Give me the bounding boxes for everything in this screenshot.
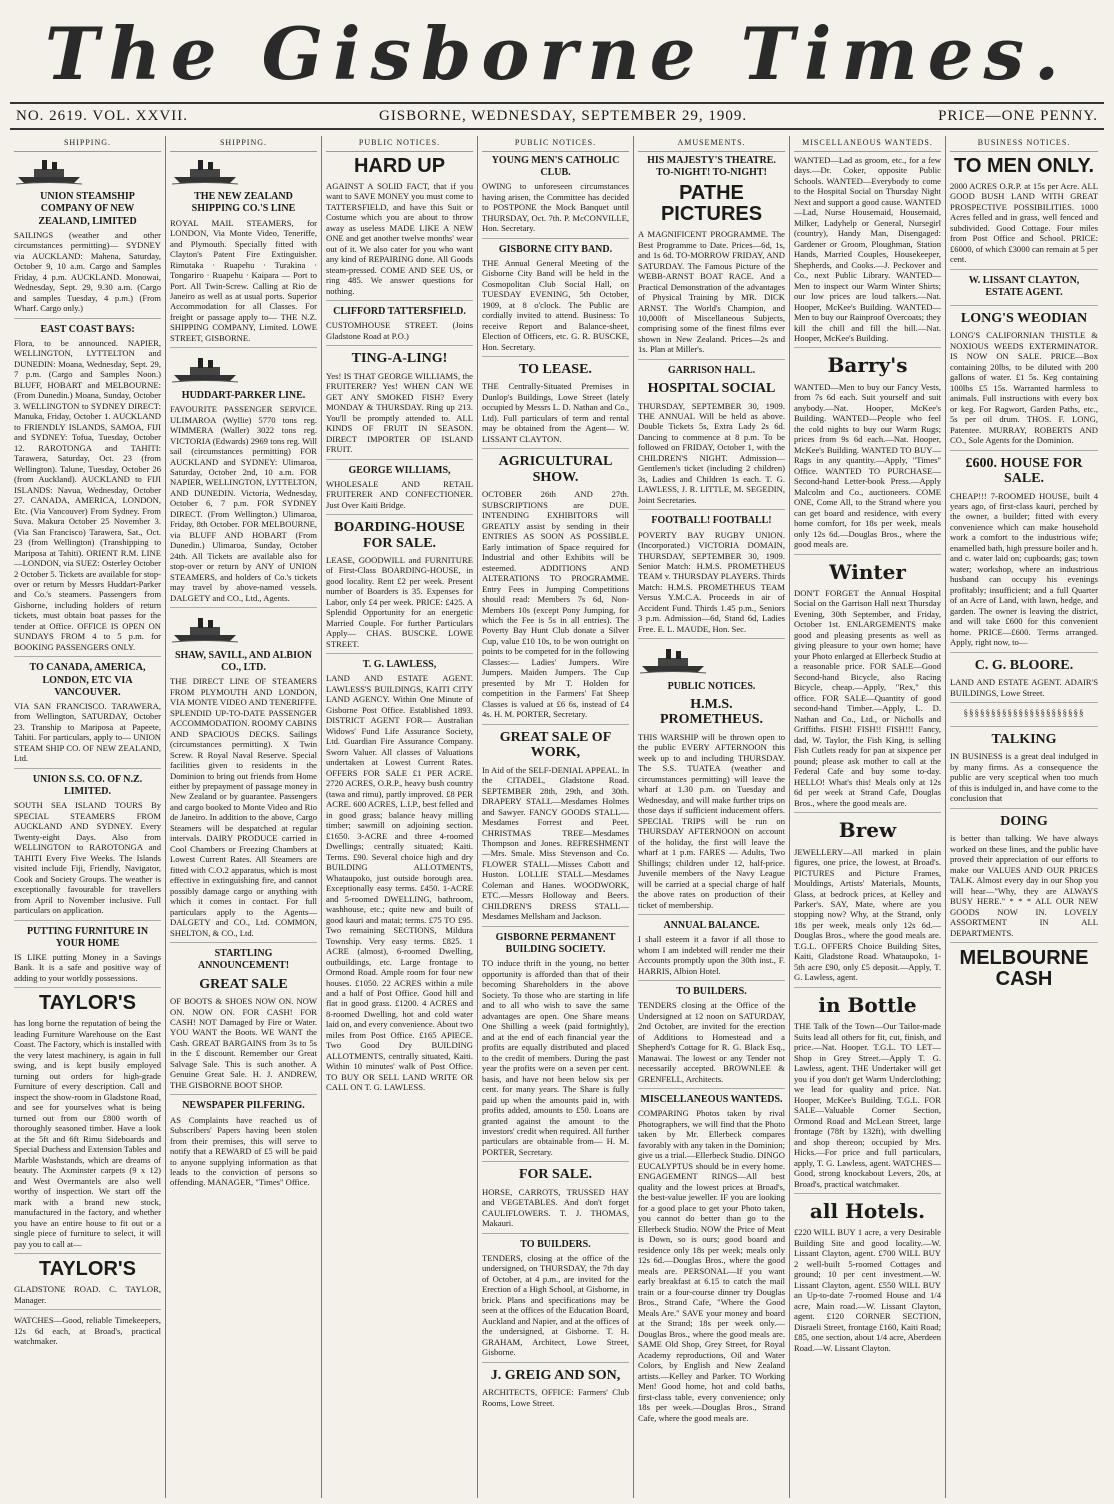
advert-body: JEWELLERY—All marked in plain figures, one price, the lowest, at Broad's. PICTURES and Picture Frames, Mouldings, Artists' Materials, Mounts, Glass, at bedrock prices, at Kelley and Parker's. SAY, Mate, where are you stopping now? Why, at the Strand, only 18s per week, meals only 12s 6d.—Douglas Bros., where the good meals are. T.G.L. OFFERS Choice Building Sites, Kaiti, Gladstone Road. Whataupoko, 1-5th acre £90, only £5 deposit.—Apply, T. G. Lawless, agent. (794, 846, 941, 983)
advert-body: TENDERS closing at the Office of the Undersigned at 12 noon on SATURDAY, 2nd October, are invited for the erection of Additions to Homestead and a Shepherd's Cottage for R. G. Black Esq., Manawai. The lowest or any Tender not necessarily accepted. BROWNLEE & GRENFELL, Architects. (638, 1000, 785, 1084)
advert-body: DON'T FORGET the Annual Hospital Social on the Garrison Hall next Thursday Evening, 30th September, and Friday, October 1st. ENLARGEMENTS make good and pleasing presents as well as giving pleasure to your own home; have your Photo enlarged at Ellerbeck Studio at a reasonable price. FOR SALE—Good Second-hand Bicycle, also Racing Bicycle, cheap.—Apply, "Rex," this office. FOR SALE—Quantity of good second-hand Timber.—Apply, L. D. Nathan and Co., Ltd., or Nicholls and Griffiths. FISH! FISH!! FISH!!! Fancy, dad, W. Taylor, the Fish King, is selling Fish Cutlets ready for pan at sixpence per pound; please ask mother to call at the Federal Cafe and buy some to-day. HELLO! What's this! Meals only at 12s 6d per week at Strand Cafe, Douglas Bros., where the good meals are. (794, 588, 941, 808)
advertisement (638, 365, 785, 510)
advert-body: OF BOOTS & SHOES NOW ON. NOW ON. NOW ON. FOR CASH! FOR CASH! NOT Damaged by Fire or Water. YOU WANT the Boots. WE WANT the Cash. GREAT BARGAINS from 3s to 5s in the £ discount. Remember our Great Salvage Sale. This is such another. A Genuine Great Sale. H. J. ANDREW, THE GISBORNE BOOT SHOP. (170, 996, 317, 1090)
advert-body: 2000 ACRES O.R.P. at 15s per Acre. ALL GOOD BUSH LAND WITH GREAT PROSPECTIVE POSSIBILITIES. 1000 Acres felled and in grass, well fenced and subdivided. Good Cottage. Four miles from Post Office and School. PRICE: £6000, of which £3000 can remain at 5 per cent. (950, 180, 1098, 265)
decorative-headline: all Hotels. (809, 1199, 926, 1223)
advert-body: SAILINGS (weather and other circumstances permitting)— SYDNEY via AUCKLAND: Mahena, Saturday, October 9, 10 a.m. Cargo and Samples Friday, 4 p.m. AUCKLAND. Monowai, Wednesday, Sept. 29, 9.30 a.m. (Cargo and samples Tuesday, 4 p.m.) (From Wharf. Cargo only.) (14, 229, 161, 314)
advert-title: PUTTING FURNITURE IN YOUR HOME (26, 925, 149, 949)
advert-subheadline: C. G. BLOORE. (974, 657, 1074, 673)
advert-body: IN BUSINESS is a great deal indulged in by many firms. As a consequence the public are very sceptical when too much of this is indulged in, and have come to the conclusion that (950, 751, 1098, 804)
advert-subheadline: AGRICULTURAL SHOW. (498, 454, 613, 485)
steamship-icon (170, 355, 240, 383)
advert-subheadline: GREAT SALE OF WORK, (499, 729, 612, 761)
column-1 (10, 136, 166, 1498)
advert-headline: TO MEN ONLY. (953, 154, 1095, 177)
advert-body: GLADSTONE ROAD. C. TAYLOR, Manager. (14, 1284, 161, 1305)
advert-title: UNION STEAMSHIP COMPANY OF NEW ZEALAND, LIMITED (38, 191, 137, 227)
advert-body: COMPARING Photos taken by rival Photographers, we will find that the Photo taken by Mr. Ellerbeck compares favorably with any taken in the Dominion; give us a trial.—Ellerbeck Studio. DINGO EUCALYPTUS should be in every home. ENGAGEMENT RINGS—All best quality and the lowest prices at Broad's, the best-value jeweller. IF you are looking for a good place to get your Photo taken, you cannot do better than go to the Ellerbeck Studio. NOW the Price of Meat is Down, so is ours; good board and residence only 18s per week; meals only 12s 6d.—Douglas Bros., where the good meals are. PERSONAL—If you want early breakfast at 6.15 to catch the mail train or a four-course dinner try Douglas Bros., Strand Cafe, "Where the Good Meals Are." SAVE your money and board at the Strand; 18s per week only.—Douglas Bros., where the good meals are. SAME Old Shop, Grey Street, for Royal Academy reproductions, Oil and Water Colors, by English and New Zealand artists.—Kelley and Parker. TO Working Men! Good home, hot and cold baths, first-class table, every convenience; only 18s per week.—Douglas Bros., Strand Cafe, where the good meals are. (638, 1108, 785, 1423)
advert-title: GISBORNE PERMANENT BUILDING SOCIETY. (495, 931, 616, 956)
advert-body: TO induce thrift in the young, no better opportunity is afforded than that of their becoming Shareholders in the above Society. To those who are starting in life and to all who wish to save the same advantages are open. One Share means One Shilling a week (paid fortnightly), and at the end of each financial year the profits are equally distributed and placed to the credit of members. During the past year the profits were on a seven per cent. basis, and have not been below six per cent. for many years. The Share is fully paid up when the amounts paid in, with profits added, amounts to £50. Loans are granted against the amount to the investors' credit when required. All further particulars are obtainable from— H. M. PORTER, Secretary. (482, 958, 629, 1157)
advertisement (170, 1100, 317, 1192)
steamship-icon (14, 157, 84, 185)
advertisement (950, 275, 1098, 306)
advert-body: WHOLESALE AND RETAIL FRUITERER AND CONFECTIONER. Just Over Kaiti Bridge. (326, 478, 473, 510)
advert-headline: HARD UP (353, 154, 446, 177)
advert-body: THURSDAY, SEPTEMBER 30, 1909. THE ANNUAL Will be held as above. Double Tickets 5s, Extra Lady 2s 6d. Dancing to commence at 8 p.m. To be followed on FRIDAY, October 1, with the CHILDREN'S NIGHT. Admission—Gentlemen's ticket (including 2 children) 3s, Ladies and Children 1s each. T. G. LAWLESS, J. R. LITTLE, M. SEGEDIN, Joint Secretaries. (638, 400, 785, 505)
decorative-headline: Winter (829, 559, 906, 584)
advertisement (950, 814, 1098, 943)
advertisement (638, 986, 785, 1089)
advertisement (14, 155, 161, 319)
place-date: GISBORNE, WEDNESDAY, SEPTEMBER 29, 1909. (378, 107, 748, 124)
advertisement (14, 1315, 161, 1350)
advert-title: PUBLIC NOTICES. (667, 680, 756, 692)
column-2 (166, 136, 322, 1498)
advertisement (638, 155, 785, 360)
advert-title: FOOTBALL! FOOTBALL! (651, 515, 772, 527)
advertisement (326, 156, 473, 301)
advert-body: CHEAP!!! 7-ROOMED HOUSE, built 4 years ago, of first-class kauri, perched by the owner, a builder; fitted with every convenience which can make household work a comfort to the industrious wife; enamelled bath, high pressure boiler and h. and c. water laid on; cupboards; gas; town water; workshop, where an industrious husband can occupy his evenings profitably; insufficient; and a full Quarter of an Acre of Land, with lawn, hedge, and garden. The owner is leaving the district, and will take £600 for this convenient home. PRICE—£600. Terms arranged. Apply, right now, to— (950, 490, 1098, 648)
advertisement (14, 324, 161, 658)
columns-container (10, 136, 1104, 1498)
advertisement (638, 920, 785, 981)
advert-title: T. G. LAWLESS, (362, 659, 437, 671)
advertisement (326, 306, 473, 346)
advert-subheadline: GREAT SALE (199, 976, 288, 992)
advert-title: ANNUAL BALANCE. (663, 920, 760, 932)
advertisement (482, 362, 629, 449)
advertisement (14, 1259, 161, 1310)
advertisement (326, 351, 473, 459)
advert-title: YOUNG MEN'S CATHOLIC CLUB. (491, 154, 620, 178)
advert-body: LAND AND ESTATE AGENT. LAWLESS'S BUILDINGS, KAITI CITY LAND AGENCY. Within One Minute of Gisborne Post Office. Established 1893. DISTRICT AGENT FOR— Australian Widows' Fund Life Assurance Society, Ltd. Guardian Fire Assurance Company. Sworn Valuer. All classes of Valuations undertaken at Lowest Current Rates. OFFERS FOR SALE £1 PER ACRE. 2720 ACRES, O.R.P., heavy bush country (tawa and rimu), partly improved. £8 PER ACRE. 600 ACRES, L.I.P., best felled and in good grass; balance heavy milling timber; sawmill on adjoining section. £1650. 3-ACRE and three 4-roomed Dwellings; centrally situated; Kaiti. Terms. £90. Several choice high and dry BUILDING ALLOTMENTS, Whataupoko, just outside borough area. Exceptionally easy terms. £450. 1-ACRE and 5-roomed DWELLING, bathroom, washhouse, etc.; quite new and built of good kauri and matai; terms. £75 TO £95. Two remaining SECTIONS, Mildura Township. Very easy terms. £825. 1 ACRE (almost), 6-roomed Dwelling, outbuildings, etc. Large frontage to Ormond Road. Ample room for four new houses. £1050. 22 ACRES within a mile and a half of Post Office. Good hill and flat in good grass. £1200. 4 ACRES and 8-roomed Dwelling, hot and cold water laid on, and every convenience. About two miles from Post Office. £165 APIECE. Two Good Dry BUILDING ALLOTMENTS, centrally situated, Kaiti. Within 10 minutes' walk of Post Office. TO BUY OR SELL LAND WRITE OR CALL ON T. G. LAWLESS. (326, 673, 474, 1093)
advert-title: TO CANADA, AMERICA, LONDON, ETC VIA VANCOUVER. (29, 662, 146, 698)
advert-title: HUDDART-PARKER LINE. (181, 389, 306, 401)
advertisement (950, 156, 1098, 270)
ornamental-rule: §§§§§§§§§§§§§§§§§§§§§§ (963, 708, 1085, 719)
advert-title: HIS MAJESTY'S THEATRE. TO-NIGHT! TO-NIGHT! (647, 154, 776, 178)
advertisement (326, 520, 473, 654)
advertisement (14, 774, 161, 921)
advert-title: EAST COAST BAYS: (40, 323, 135, 335)
advert-body: ROYAL MAIL STEAMERS, for LONDON, Via Monte Video, Teneriffe, and Plymouth. Specially fitted with Clayton's Patent Fire Extinguisher. Rimutaka · Ruapehu · Turakina · Tongariro · Ruapehu · Kaipara — Port to Port. All Twin-Screw. Calling at Rio de Janeiro as well as at usual ports. Superior Accommodation for all Classes. For freight or passage apply to— THE N.Z. SHIPPING COMPANY, Limited. LOWE STREET, GISBORNE. (170, 217, 317, 343)
steamship-icon (170, 157, 240, 185)
advert-body: AGAINST A SOLID FACT, that if you want to SAVE MONEY you must come to TATTERSFIELD, and have this Suit or Costume which you are about to throw away as useless MADE LIKE A NEW ONE and get another twelve months' wear out of it. We also cater for you who want any kind of REPAIRING done. All Goods steam-pressed. COME AND SEE US, or ring 485. We answer questions for nothing. (326, 180, 473, 296)
steamship-icon (638, 646, 708, 674)
column-3 (322, 136, 478, 1498)
column-heading: MISCELLANEOUS WANTEDS. (794, 136, 941, 152)
advert-subheadline: DOING (1000, 813, 1048, 829)
column-heading: BUSINESS NOTICES. (950, 136, 1098, 152)
advert-body: has long borne the reputation of being the leading Furniture Warehouse on the East Coast. The Factory, which is installed with the very latest machinery, is again in full swing, and is kept busily employed turning out orders for high-grade Furniture of every description. Call and inspect the show-room in Gladstone Road, and see for yourselves what is being turned out from our £800 worth of thoroughly seasoned timber. Have a look at the 5ft and 6ft Rimu Sideboards and Special Duchess and Extension Tables and Marble Washstands, which are dreams of beauty. The Axminster carpets (9 x 12) and West Overmantels are also well worthy of inspection. We start off the mark with a brand new stock, manufactured in the factory, and whether you have an entire house to fit out or a single piece of furniture to select, it will pay you to call at— (14, 1018, 161, 1249)
column-heading: SHIPPING. (170, 136, 317, 152)
advert-body: OCTOBER 26th AND 27th. SUBSCRIPTIONS are DUE. INTENDING EXHIBITORS will GREATLY assist by sending in their ENTRIES AS SOON AS POSSIBLE. Early intimation of Space required for Industrial and other Exhibits will be esteemed. ADDITIONS AND ALTERATIONS TO PROGRAMME. Entry Fees in Jumping Competitions should read: Members 7s 6d, Non-Members 10s (except Pony Jumping, for which the Fee is 5s in all entries). The Poverty Bay Hunt Club donate a Silver Cup, value £10 10s, to be won outright on points to be competed for in the following Classes:— Ladies' Jumpers. Wire Jumpers. Maiden Jumpers. The Cup presented by Mr T. Holden for competition in the Farmers' Fat Sheep Classes is valued at £6 6s, instead of £4 4s. H. M. PORTER, Secretary. (482, 489, 629, 720)
advert-body: I shall esteem it a favor if all those to whom I am indebted will render me their Accounts promptly upon the 30th inst., F. HARRIS, Albion Hotel. (638, 934, 785, 976)
advertisement (482, 932, 629, 1163)
advertisement (482, 1167, 629, 1233)
advert-body: POVERTY BAY RUGBY UNION. (Incorporated.) VICTORIA DOMAIN, THURSDAY, SEPTEMBER 30, 1909. Senior Match: H.M.S. PROMETHEUS TEAM v. THURSDAY PLAYERS. Thirds Match: H.M.S. PROMETHEUS TEAM Versus Y.M.C.A. Proceeds in air of Accident Fund. Thirds 1.45 p.m., Seniors 3 p.m. Admission—6d, Stand 6d, Ladies Free. E. L. MAUDE, Hon. Sec. (638, 529, 785, 634)
advert-body: AS Complaints have reached us of Subscribers' Papers having been stolen from their premises, this will serve to notify that a REWARD of £5 will be paid to anyone supplying information as that leads to the conviction of persons so offending. MANAGER, "Times" Office. (170, 1114, 317, 1188)
advertisement (638, 515, 785, 639)
advertisement (482, 244, 629, 358)
advert-title: STARTLING ANNOUNCEMENT! (197, 948, 290, 972)
column-6 (790, 136, 946, 1498)
advertisement (14, 662, 161, 768)
advertisement (950, 456, 1098, 653)
advert-body: £220 WILL BUY 1 acre, a very Desirable Building Site and good locality.—W. Lissant Clayton, agent. £700 WILL BUY 2 well-built 5-roomed Cottages and ground; 10 per cent investment.—W. Lissant Clayton, agent. £550 WILL BUY an Up-to-date 7-roomed House and 1/4 acre, Main road.—W. Lissant Clayton, agent. £120 CORNER SECTION, Disraeli Street, frontage £160, Kaiti Road; £85, one section, about 1/4 acre, Aberdeen Road.—W. Lissant Clayton. (794, 1227, 941, 1353)
advertisement (794, 818, 941, 988)
issue-number (16, 108, 188, 125)
advertisement (482, 155, 629, 239)
decorative-headline: Barry's (827, 353, 908, 378)
advert-body: In Aid of the SELF-DENIAL APPEAL. In the CITADEL, Gladstone Road. SEPTEMBER 28th, 29th, and 30th. DRAPERY STALL—Mesdames Holmes and Sawyer. FANCY GOODS STALL—Mesdames Forrest and Peet. CHRISTMAS TREE—Mesdames Thompson and Jones. REFRESHMENT—Mrs. Smale. Miss Stevenson and Co. FLOWER STALL—Misses Cabott and Huston. LOLLIE STALL—Mesdames Coleman and Hanes. WOODWORK, ETC.—Messrs Holloway and Beers. CHILDREN'S DRESS STALL—Mesdames Mellsham and Jackson. (482, 764, 629, 922)
advertisement (794, 353, 941, 554)
advert-body: TENDERS, closing at the office of the undersigned, on THURSDAY, the 7th day of October, at 4 p.m., are invited for the Erection of a High School, at Gisborne, in brick. Plans and specifications may be seen at the offices of the Education Board, Auckland and Napier, and at the offices of the undersigned, at Gisborne. T. H. GRAHAM, Architect, Lowe Street, Gisborne. (482, 1252, 629, 1358)
advertisement (482, 1239, 629, 1363)
column-4 (478, 136, 634, 1498)
advert-body: ARCHITECTS, OFFICE: Farmers' Club Rooms, Lowe Street. (482, 1387, 629, 1408)
advert-body: WANTED—Men to buy our Fancy Vests, from 7s 6d each. Suit yourself and suit anybody.—Nat. Hooper, McKee's Building. WANTED—People who feel the cold nights to buy our Warm Rugs; prices from 9s 6d each.—Nat. Hooper, McKee's Building. WANTED TO BUY—Rags in any quantity.—Apply, "Times" Office. WANTED TO PURCHASE—Second-hand Letter-book Press.—Apply Malcolm and Co., auctioneers. COME ONE, Come All, to the Strand where you can get board and residence, with every home comfort, for 18s per week, meals only 12s 6d.—Douglas Bros., where the good meals are. (794, 381, 941, 550)
advert-title: TO BUILDERS. (520, 1238, 591, 1250)
advertisement (14, 993, 161, 1254)
volume-text: VOL. XXVII. (92, 107, 188, 124)
masthead-title: The Gisborne Times. (44, 11, 1070, 96)
advertisement (950, 708, 1098, 727)
advert-subheadline: TALKING (991, 732, 1057, 748)
advert-subheadline: FOR SALE. (518, 1167, 593, 1183)
advert-body: THIS WARSHIP will be thrown open to the public EVERY AFTERNOON this week up to and including THURSDAY. The S.S. TUATEA (weather and circumstances permitting) will leave the wharf at 1.30 p.m. on Tuesday and Wednesday, and will make further trips on those days if sufficient inducement offers. SPECIAL TRIPS will be run on THURSDAY AFTERNOON on account of the holiday, the first will leave the wharf at 1 p.m. FARES — Adults, Two Shillings; children under 12, half-price. Juvenile members of the Navy League will be carried at a special charge of half the above rates on production of their ticket of membership. (638, 731, 785, 910)
advert-title: GEORGE WILLIAMS, (348, 464, 451, 476)
advert-body: Yes! IS THAT GEORGE WILLIAMS, the FRUITERER? Yes! WHEN CAN WE GET ANY SMOKED FISH? Every MONDAY & THURSDAY. Ring up 213. You'll be promptly attended to. ALL KINDS OF FRUIT IN SEASON. DIRECT IMPORTER OF ISLAND FRUIT. (326, 370, 473, 455)
advert-title: GISBORNE CITY BAND. (498, 243, 613, 255)
advert-body: A MAGNIFICENT PROGRAMME. The Best Programme to Date. Prices—6d, 1s, and 1s 6d. TO-MORROW FRIDAY, AND SATURDAY. The Famous Picture of the WEBB-ARNST BOAT RACE. And a Practical Demonstration of the advantages of Physical Training by MR. DICK ARNST. The World's Champion, and 10,000ft of Miscellaneous Subjects, comprising some of the finest films ever shown in New Zealand. Prices—2s and 1s. Plan at Miller's. (638, 229, 785, 355)
advert-subheadline: HOSPITAL SOCIAL (647, 381, 776, 397)
advert-title: MISCELLANEOUS WANTEDS. (640, 1094, 783, 1106)
advertisement (950, 311, 1098, 451)
advert-body: CUSTOMHOUSE STREET. (Joins Gladstone Road at P.O.) (326, 320, 473, 341)
advert-body: THE Centrally-Situated Premises in Dunlop's Buildings, Lowe Street (lately occupied by Messrs L. D. Nathan and Co., Ltd). Full particulars of term and rental may be obtained from the Agent— W. LISSANT CLAYTON. (482, 381, 629, 444)
advertisement (326, 465, 473, 516)
column-heading: AMUSEMENTS. (638, 136, 785, 152)
advertisement (950, 658, 1098, 703)
advert-body: LONG'S CALIFORNIAN THISTLE & NOXIOUS WEEDS EXTERMINATOR. IS NOW ON SALE. PRICE—Box containing 20lbs, to be diluted with 200 gallons of water. £1 5s. Keg containing 100lbs £5 15s. Warranted harmless to animals. Full instructions with every box or keg. For Ragwort, Garden Paths, etc., 5s per oil drum. THOS. F. LONG, Patentee. MURRAY, ROBERTS AND CO., Sole Agents for the Dominion. (950, 330, 1098, 446)
advertisement (794, 155, 941, 349)
decorative-headline: in Bottle (818, 992, 917, 1017)
advert-body: THE DIRECT LINE OF STEAMERS FROM PLYMOUTH AND LONDON, VIA MONTE VIDEO AND TENERIFFE. SPLENDID UP-TO-DATE PASSENGER ACCOMMODATION. ROOMY CABINS AND SPACIOUS DECKS. Sailings (circumstances permitting). X Twin Screw. R Royal Naval Reserve. Special facilities given to residents in the Dominion to bring out friends from Home either by prepayment of passage money in New Zealand or by guarantee. Passengers and cargo booked to Monte Video and Rio de Janeiro. In addition to the above, Cargo Steamers will be despatched at regular intervals. DAIRY PRODUCE carried in Cool Chambers or Freezing Chambers at Lowest Current Rates. All Steamers are fitted with C.O.2 apparatus, which is most effective in extinguishing fire, and cannot possibly damage cargo or anything with which it comes in contact. For full particulars apply to the Agents— DALGETY and CO., Ltd. COMMON, SHELTON, & CO., Ltd. (170, 676, 317, 938)
advert-body: VIA SAN FRANCISCO. TARAWERA, from Wellington, SATURDAY, October 23. Tranship to Mariposa at Papeete, Tahiti. For particulars, apply to— UNION STEAM SHIP CO. OF NEW ZEALAND, Ltd. (14, 700, 161, 764)
advert-body: LAND AND ESTATE AGENT. ADAIR'S BUILDINGS, Lowe Street. (950, 677, 1098, 698)
advert-title: NEWSPAPER PILFERING. (182, 1100, 305, 1112)
column-5 (634, 136, 790, 1498)
column-heading: PUBLIC NOTICES. (326, 136, 473, 152)
advert-title: SHAW, SAVILL, AND ALBION CO., LTD. (175, 649, 312, 673)
issue-number-text: NO. 2619. (16, 107, 88, 124)
advertisement (14, 926, 161, 989)
advert-body: OWING to unforeseen circumstances having arisen, the Committee has decided to POSTPONE the Mock Banquet until THURSDAY, Oct. 7th. P. McCONVILLE, Hon. Secretary. (482, 181, 629, 234)
advertisement (170, 613, 317, 943)
advert-title: TO BUILDERS. (676, 986, 747, 998)
advertisement (170, 155, 317, 349)
advert-body: is better than talking. We have always worked on these lines, and the public have proved their appreciation of our efforts to make our VALUES AND OUR PRICES TALK. Almost every day in our Shop you will hear—"Why, they are ALWAYS BUSY HERE." * * * ALL OUR NEW GOODS NOW IN. LOVELY ASSORTMENT IN ALL DEPARTMENTS. (950, 833, 1098, 938)
advert-headline: TAYLOR'S (39, 992, 136, 1015)
dateline-bar (10, 102, 1104, 130)
advertisement (638, 644, 785, 915)
column-heading: SHIPPING. (14, 136, 161, 152)
advert-subheadline: £600. HOUSE FOR SALE. (965, 455, 1083, 487)
advert-body: WATCHES—Good, reliable Timekeepers, 12s 6d each, at Broad's, practical watchmaker. (14, 1315, 161, 1346)
advert-headline: TAYLOR'S (39, 1258, 136, 1281)
advert-title: UNION S.S. CO. OF N.Z. LIMITED. (32, 773, 143, 798)
advertisement (638, 1094, 785, 1427)
advertisement (482, 730, 629, 927)
advert-subheadline: J. GREIG AND SON, (490, 1367, 621, 1383)
advertisement (170, 948, 317, 1095)
advert-subheadline: LONG'S WEODIAN (960, 311, 1088, 326)
advertisement (794, 993, 941, 1194)
advert-title: W. LISSANT CLAYTON, ESTATE AGENT. (968, 274, 1080, 298)
advertisement (170, 353, 317, 608)
advert-title: GARRISON HALL. (667, 364, 756, 376)
advertisement (794, 560, 941, 814)
advert-subheadline: TING-A-LING! (351, 351, 448, 367)
advertisement (794, 1199, 941, 1357)
steamship-icon (170, 615, 240, 643)
advert-body: HORSE, CARROTS, TRUSSED HAY and VEGETABLES. And don't forget CAULIFLOWERS. T. J. THOMAS, Makauri. (482, 1186, 629, 1229)
advert-subheadline: BOARDING-HOUSE FOR SALE. (334, 520, 465, 551)
advert-subheadline: H.M.S. PROMETHEUS. (659, 697, 764, 728)
advert-body: IS LIKE putting Money in a Savings Bank. It is a safe and positive way of adding to your worldly possessions. (14, 951, 161, 983)
advert-body: THE Talk of the Town—Our Tailor-made Suits lead all others for fit, cut, finish, and price.—Nat. Hooper. T.G.L. TO LET—Shop in Grey Street.—Apply T. G. Lawless, agent. THE Undertaker will get you if you don't get Warm Underclothing; we lead for quality and price. Nat. Hooper, McKee's Building. T.G.L. FOR SALE—Valuable Corner Section, Ormond Road and McLean Street, large frontage (78ft by 132ft), with dwelling and shop thereon; occupied by Mrs. Hicks.—For price and full particulars, apply, T. G. Lawless, agent. WATCHES—Good, strong knockabout Levers, 20s, at Broad's, practical watchmaker. (794, 1021, 941, 1189)
advertisement (950, 732, 1098, 809)
advertisement (482, 454, 629, 724)
advert-body: THE Annual General Meeting of the Gisborne City Band will be held in the Cosmopolitan Club Social Hall, on TUESDAY EVENING, 5th October, 1909, at 8 o'clock. The Public are cordially invited to attend. Business: To receive Report and Balance-sheet, Election of Officers, etc. G. R. BUSCKE, Hon. Secretary. (482, 257, 629, 352)
advert-subheadline: TO LEASE. (519, 362, 592, 378)
advert-headline: PATHE PICTURES (660, 182, 763, 226)
price: PRICE—ONE PENNY. (938, 107, 1098, 124)
column-7 (946, 136, 1102, 1498)
advert-title: CLIFFORD TATTERSFIELD. (333, 306, 466, 318)
advert-body: FAVOURITE PASSENGER SERVICE. ULIMAROA (Wyllie) 5770 tons reg. WIMMERA (Waller) 3022 tons reg. VICTORIA (Edwards) 2969 tons reg. Will sail (circumstances permitting) FOR AUCKLAND and SYDNEY: Ulimaroa, Saturday, October 2nd, 10 a.m. FOR NAPIER, WELLINGTON, LYTTELTON, AND DUNEDIN. Victoria, Wednesday, October 6, 7 p.m. FOR SYDNEY DIRECT. (From Wellington.) Ulimaroa, Friday, 8th October. FOR MELBOURNE, via BLUFF AND HOBART (From Dunedin.) Ulimaroa, Sunday, October 24th. All Tickets are available also for stop-over or return by ANY of UNION STEAMERS, and holders of Co.'s tickets may travel by above-named vessels. DALGETY and CO., Ltd., Agents. (170, 404, 317, 603)
advert-body: LEASE, GOODWILL and FURNITURE of First-Class BOARDING-HOUSE, in good locality. Rent £2 per week. Present number of Boarders is 35. Expenses for Labor, only £4 per week. PRICE: £425. A Splendid Opportunity for an energetic Married Couple. For further Particulars Apply— CHAS. BUSCKE. LOWE STREET. (326, 554, 473, 649)
advert-body: WANTED—Lad as groom, etc., for a few days.—Dr. Coker, opposite Public Schools. WANTED—Everybody to come to the Hospital Social on Thursday Night Next and support a good cause. WANTED—Lad, Nurse Housemaid, Housemaid, Milker, Ladyhelp or General, Nursegirl (country), Handy Man, Disengaged: Gardener or Groom, Ploughman, Station Hands, Married Couples, Housekeeper, Shepherds, and Cooks.—J. Peckover and Co., next Public Library. WANTED—Men to inspect our Warm Winter Shirts; our low prices are loud talkers.—Nat. Hooper, McKee's Building. WANTED—Men to buy our Rainproof Overcoats; they kill the chill and fill the bill.—Nat. Hooper, McKee's Building. (794, 154, 941, 343)
decorative-headline: Brew (838, 818, 897, 843)
advert-body: SOUTH SEA ISLAND TOURS By SPECIAL STEAMERS FROM AUCKLAND AND SYDNEY. Every Twenty-eight Days. Also from WELLINGTON to RAROTONGA and TAHITI Every Five Weeks. The Islands visited include Fiji, Friendly, Navigator, Cook and Society Groups. The weather is exceptionally favourable for travellers from April to November inclusive. Full particulars on application. (14, 800, 161, 916)
advertisement (950, 948, 1098, 998)
column-heading: PUBLIC NOTICES. (482, 136, 629, 152)
advert-title: THE NEW ZEALAND SHIPPING CO.'S LINE (191, 191, 296, 215)
advertisement (326, 659, 473, 1097)
advertisement (482, 1368, 629, 1412)
advert-body: Flora, to be announced. NAPIER, WELLINGTON, LYTTELTON and DUNEDIN: Moana, Wednesday, Sept. 29, 7 p.m. (Cargo and Samples Noon.) BLUFF, HOBART and MELBOURNE: (From Dunedin.) Moana, Sunday, October 3. WELLINGTON to SYDNEY DIRECT: Manuka, Friday, October 1. AUCKLAND to FRIENDLY ISLANDS, SAMOA, FIJI and SYDNEY: Tofua, Tuesday, October 12. RAROTONGA and TAHITI: Tarawera, Saturday, Oct. 23 (from Wellington). Talune, Tuesday, October 26 (from Auckland). AUCKLAND to FIJI ISLANDS: Navua, Wednesday, October 27. CANADA, AMERICA, LONDON, Etc. (Via Vancouver) From Sydney. From Suva. Makura October 25 November 3. (Via San Francisco) Tarawera, Sat., Oct. 23 (from Wellington) (Transhipping to Mariposa at Tahiti). ORIENT R.M. LINE—LONDON, via SUEZ: Osterley October 2 October 5. Tickets are available for stop-over or return by Messrs Huddart-Parker and Co.'s steamers. Passengers from Gisborne, including holders of return tickets, must obtain boat passes for the tender at Office. OFFICE IS OPEN ON SUNDAYS FROM 4 to 5 p.m. for BOOKING PASSENGERS ONLY. (14, 337, 162, 652)
advert-headline: MELBOURNE CASH (959, 947, 1089, 991)
